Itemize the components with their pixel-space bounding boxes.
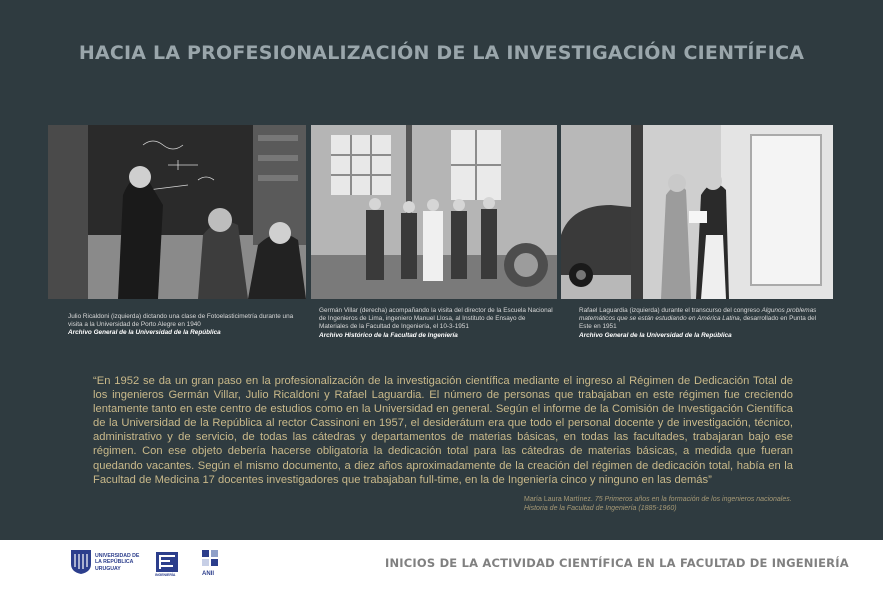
anii-logo <box>201 549 219 579</box>
photo-caption-3-congress-title: Algunos problemas matemáticos que se están estudiando en América Latina <box>579 307 817 323</box>
quote-attribution <box>524 495 814 513</box>
footer-title: INICIOS DE LA ACTIVIDAD CIENTÍFICA EN LA FACULTAD DE INGENIERÍA <box>385 556 849 570</box>
udelar-logo-text: UNIVERSIDAD DE LA REPÚBLICA URUGUAY <box>95 553 140 572</box>
photo-laguardia-congress <box>561 125 833 299</box>
photo-caption-3-text-post: , desarrollado en Punta del Este en 1951 <box>579 315 817 331</box>
fing-logo <box>155 551 179 577</box>
photo-source-1: Archivo General de la Universidad de la República <box>68 329 221 337</box>
photo-source-3: Archivo General de la Universidad de la República <box>579 331 732 339</box>
photo-villar-visit <box>311 125 557 299</box>
fing-logo-text: INGENIERÍA <box>155 573 176 577</box>
photo-source-2: Archivo Histórico de la Facultad de Ingeniería <box>319 331 458 339</box>
photo-caption-3-text-pre: Rafael Laguardia (izquierda) durante el transcurso del congreso <box>579 307 762 314</box>
fing-logo-icon <box>155 551 179 573</box>
photo-caption-1-text: Julio Ricaldoni (izquierda) dictando una clase de Fotoelasticimetría durante una visita a la Universidad de Porto Alegre en 1940 <box>68 313 294 329</box>
anii-logo-icon <box>201 549 219 569</box>
anii-logo-text: ANII <box>202 571 214 577</box>
page-title: HACIA LA PROFESIONALIZACIÓN DE LA INVESTIGACIÓN CIENTÍFICA <box>78 42 805 64</box>
udelar-logo-icon <box>70 549 92 575</box>
photo-caption-1 <box>68 313 304 338</box>
udelar-logo <box>70 549 148 579</box>
photo-caption-2-text: Germán Villar (derecha) acompañando la visita del director de la Escuela Nacional de Ingenieros de Lima, ingeniero Manuel Llosa, al Instituto de Ensayo de Materiales de la Facultad de Ingeniería, el 10-3-1951 <box>319 307 553 331</box>
attribution-author: María Laura Martínez. <box>524 496 595 503</box>
photo-ricaldoni-lecture <box>48 125 306 299</box>
photo-caption-2 <box>319 307 555 340</box>
main-quote: “En 1952 se da un gran paso en la profesionalización de la investigación científica mediante el ingreso al Régimen de Dedicación Total de los ingenieros Germán Villar, Julio Ricaldoni y Rafael Laguardia. El número de personas que trabajaban en este régimen fue creciendo lentamente tanto en este centro de estudios como en la Universidad en general. Según el informe de la Comisión de Investigación Científica de la Universidad de la República al rector Cassinoni en 1957, el desiderátum era que todo el personal docente y de investigación, técnico, administrativo y de servicio, de todas las cátedras y departamentos de materias básicas, en todas las facultades, trabajaran bajo ese régimen. Con ese objeto debería hacerse obligatoria la dedicación total para las cátedras de materias básicas, a medida que fueran quedando vacantes. Según el mismo documento, a diez años aproximadamente de la creación del régimen de dedicación total, había en la Facultad de Medicina 17 docentes investigadores que trabajaban full-time, en la de Ingeniería cinco y ninguno en las demás” <box>93 375 793 486</box>
attribution-work: 75 Primeros años en la formación de los ingenieros nacionales. Historia de la Facultad de Ingeniería (1885-1960) <box>524 496 792 512</box>
photo-caption-3 <box>579 307 819 340</box>
